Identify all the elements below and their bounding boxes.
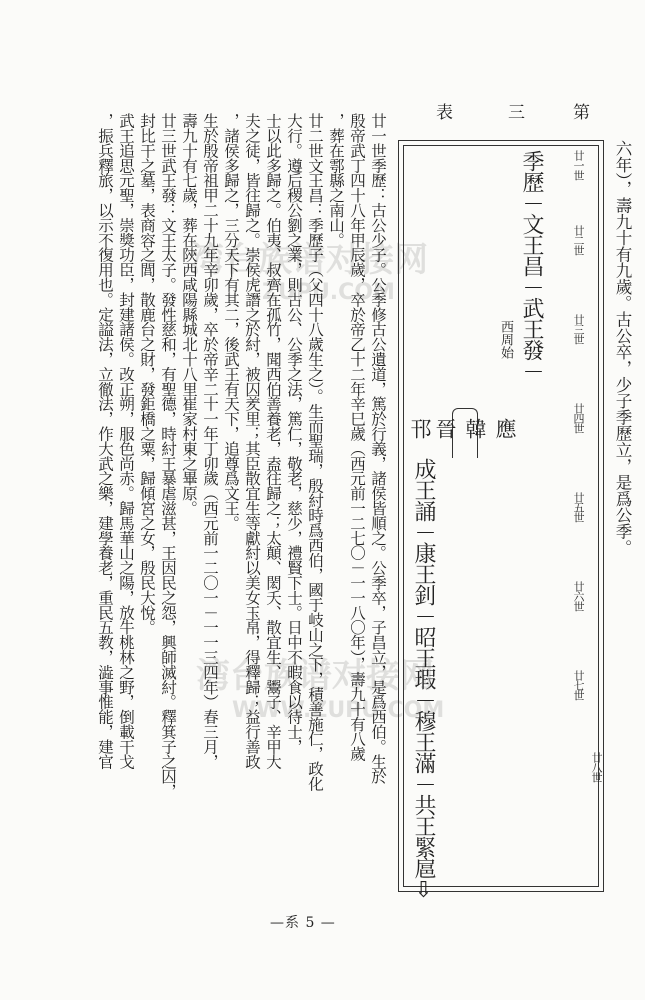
body-line: 殷帝武丁四十八年甲辰歲，卒於帝乙十二年辛巳歲（西元前一二七〇－一一八〇年），壽九十有八歲	[348, 113, 366, 761]
header-char-1: 第	[569, 103, 589, 120]
generation-label: 廿二世	[572, 225, 585, 255]
body-line: 廿三世武王發：文王太子。發性慈和，有聖德，時紂王暴虐滋甚，王因民之怨，興師滅紂。釋箕子之囚，	[159, 113, 177, 799]
body-line: 大行。遵后稷公劉之業，則古公、公季之法，篤仁，敬老，慈少，禮賢下士。日中不暇食以待士，	[285, 113, 303, 754]
body-line: ，葬在鄠縣之南山。	[327, 113, 345, 248]
watermark-top-cn: 湾台族谱对接网	[190, 240, 428, 280]
generation-label: 廿六世	[572, 581, 585, 611]
continuation-text: 六年），壽九十有九歲。古公卒，少子季歷立，是爲公季。	[613, 140, 632, 556]
body-line: 夫之徒，皆往歸之。崇侯虎譖之於紂，被囚羑里；其臣散宜生等獻紂以美女玉帛，得釋歸；益行善政	[243, 113, 261, 769]
branch-han: 韓	[463, 418, 487, 439]
generation-label: 廿八世	[590, 752, 603, 782]
body-line: 廿一世季歷：古公少子。公季修古公遺道，篤於行義，諸侯皆順之。公季卒，子昌立，是爲西伯。生於	[369, 113, 387, 784]
header-char-3: 表	[432, 103, 452, 120]
watermark-top-en: ZUPU.COM	[262, 280, 395, 305]
body-line: 武王追思元聖，崇獎功臣，封建諸侯。改正朔，服色尚赤。歸馬華山之陽，放牛桃林之野，倒載干戈	[117, 113, 135, 769]
watermark-bottom-cn: 湾台族谱对接网	[196, 656, 434, 696]
generation-label: 廿四世	[572, 403, 585, 433]
generation-label: 廿七世	[572, 670, 585, 700]
body-line: 生於殷帝祖甲二十九年辛卯歲，卒於帝辛二十一年丁卯歲（西元前一二〇一－一一三四年）春三月，	[201, 113, 219, 769]
body-line: 封比干之墓，表商容之閭，散鹿台之財，發鉅橋之粟，歸傾宮之女，殷民大悅。	[138, 113, 156, 635]
dynasty-note: 西周始	[498, 320, 513, 359]
branch-jin: 晉	[433, 418, 457, 439]
branch-han-yu: 邗	[408, 418, 432, 439]
body-line: ，振兵釋旅，以示不復用也。定謚法，立徹法，作大武之樂，建學養老，重民五教，澁事惟能，建官	[96, 113, 114, 769]
main-lineage: 季歷－文王昌－武王發－	[519, 150, 544, 381]
generation-label: 廿五世	[572, 492, 585, 522]
body-line: 壽九十有七歲，葬在陝西咸陽縣城北十八里崔家村東之畢原。	[180, 113, 198, 516]
page-number: —系 5 —	[270, 915, 336, 931]
body-line: 士以此多歸之。伯夷、叔齊在孤竹，聞西伯善養老，盍往歸之；太顛、閎夭、散宜生、鬻子、辛甲大	[264, 113, 282, 769]
generation-label: 廿一世	[572, 150, 585, 180]
body-line: 廿二世文王昌：季歷子（父四十八歲生之）。生而聖瑞，殷紂時爲西伯，國于岐山之下，積善施仁，政化	[306, 113, 324, 791]
watermark-bottom-en: WWW.ZUPU.COM	[232, 698, 445, 723]
body-line: ，諸侯多歸之，三分天下有其二，後武王有天下，追尊爲文王。	[222, 113, 240, 531]
header-char-2: 三	[504, 103, 524, 120]
generation-label: 廿三世	[572, 314, 585, 344]
branch-ying: 應	[493, 418, 517, 439]
branch-lineage: 成王誦－康王釗－昭王瑕－穆王滿－共王緊扈⇩	[411, 458, 436, 902]
